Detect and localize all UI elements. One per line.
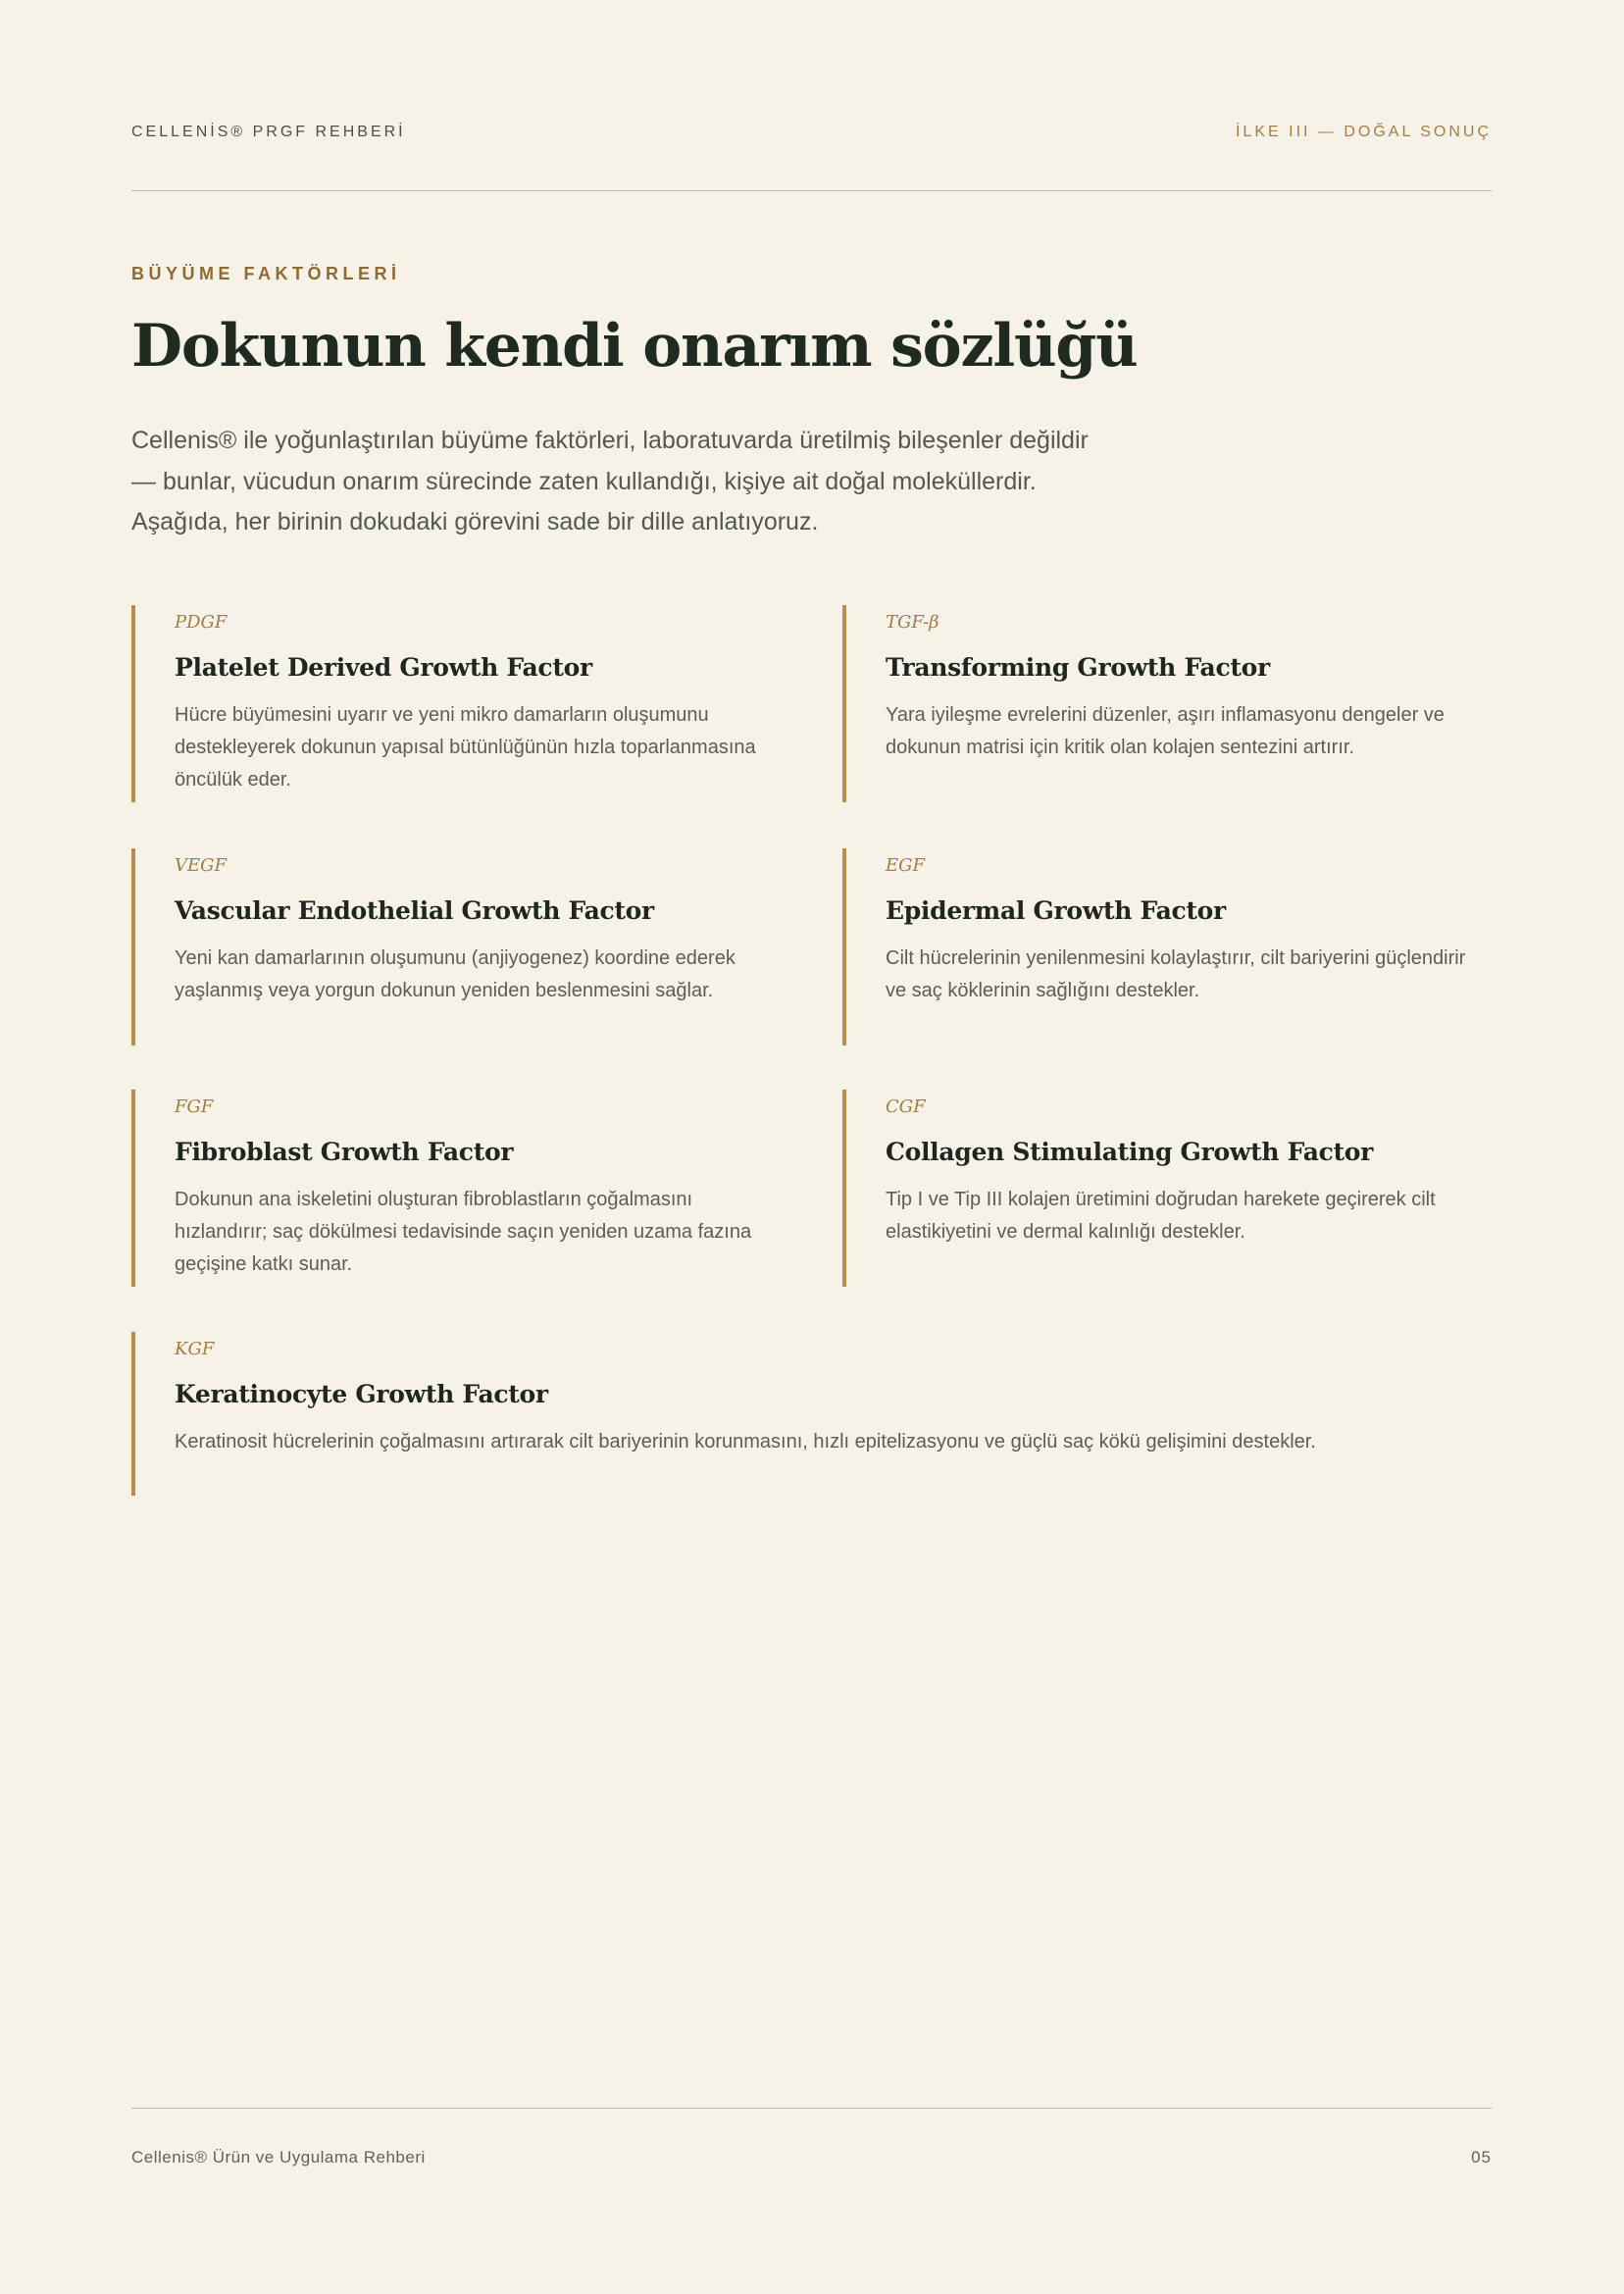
document-page bbox=[131, 0, 1492, 2294]
factor-card-kgf bbox=[131, 1332, 1367, 1496]
factor-card-fgf bbox=[131, 1090, 779, 1287]
page-number: 05 bbox=[1471, 2148, 1492, 2167]
factor-name: Epidermal Growth Factor bbox=[886, 896, 1226, 925]
factor-card-cgf bbox=[842, 1090, 1492, 1287]
factor-abbreviation: CGF bbox=[886, 1096, 926, 1117]
factor-description: Yara iyileşme evrelerini düzenler, aşırı inflamasyonu dengeler ve dokunun matrisi için kritik olan kolajen sentezini artırır. bbox=[886, 704, 1445, 758]
factor-description: Cilt hücrelerinin yenilenmesini kolaylaştırır, cilt bariyerini güçlendirir ve saç köklerinin sağlığını destekler. bbox=[886, 947, 1466, 1001]
factor-abbreviation: TGF-β bbox=[886, 612, 939, 633]
running-header-section: İLKE III — DOĞAL SONUÇ bbox=[1235, 124, 1492, 140]
factor-abbreviation: KGF bbox=[175, 1339, 215, 1359]
section-eyebrow: BÜYÜME FAKTÖRLERİ bbox=[131, 264, 401, 283]
factor-abbreviation: PDGF bbox=[175, 612, 228, 633]
factor-abbreviation: VEGF bbox=[175, 855, 228, 876]
factor-name: Fibroblast Growth Factor bbox=[175, 1138, 514, 1166]
footer-divider bbox=[131, 2108, 1492, 2109]
running-header-title: CELLENİS® PRGF REHBERİ bbox=[131, 124, 406, 140]
factor-name: Collagen Stimulating Growth Factor bbox=[886, 1138, 1374, 1166]
factor-description: Tip I ve Tip III kolajen üretimini doğrudan harekete geçirerek cilt elastikiyetini ve dermal kalınlığı destekler. bbox=[886, 1189, 1436, 1243]
page-title: Dokunun kendi onarım sözlüğü bbox=[131, 312, 1138, 381]
factor-card-egf bbox=[842, 848, 1492, 1045]
factor-description: Keratinosit hücrelerinin çoğalmasını artırarak cilt bariyerinin korunmasını, hızlı epitelizasyonu ve güçlü saç kökü gelişimini destekler. bbox=[175, 1431, 1316, 1453]
factor-description: Dokunun ana iskeletini oluşturan fibroblastların çoğalmasını hızlandırır; saç dökülmesi tedavisinde saçın yeniden uzama fazına geçişine katkı sunar. bbox=[175, 1189, 752, 1275]
factor-card-pdgf bbox=[131, 605, 779, 802]
factor-name: Vascular Endothelial Growth Factor bbox=[175, 896, 654, 925]
factor-card-tgf-beta bbox=[842, 605, 1492, 802]
running-header bbox=[131, 124, 1492, 147]
factor-name: Platelet Derived Growth Factor bbox=[175, 653, 592, 682]
factor-abbreviation: FGF bbox=[175, 1096, 214, 1117]
factor-abbreviation: EGF bbox=[886, 855, 926, 876]
intro-paragraph: Cellenis® ile yoğunlaştırılan büyüme faktörleri, laboratuvarda üretilmiş bileşenler değildir — bunlar, vücudun onarım sürecinde zaten kullandığı, kişiye ait doğal moleküllerdir. Aşağıda, her birinin dokudaki görevini sade bir dille anlatıyoruz. bbox=[131, 427, 1089, 535]
factor-description: Yeni kan damarlarının oluşumunu (anjiyogenez) koordine ederek yaşlanmış veya yorgun dokunun yeniden beslenmesini sağlar. bbox=[175, 947, 736, 1001]
factor-card-vegf bbox=[131, 848, 779, 1045]
factor-name: Transforming Growth Factor bbox=[886, 653, 1270, 682]
factor-name: Keratinocyte Growth Factor bbox=[175, 1380, 548, 1408]
factor-description: Hücre büyümesini uyarır ve yeni mikro damarların oluşumunu destekleyerek dokunun yapısal bütünlüğünün hızla toparlanmasına öncülük eder. bbox=[175, 704, 756, 790]
header-divider bbox=[131, 190, 1492, 191]
footer-title: Cellenis® Ürün ve Uygulama Rehberi bbox=[131, 2148, 426, 2167]
